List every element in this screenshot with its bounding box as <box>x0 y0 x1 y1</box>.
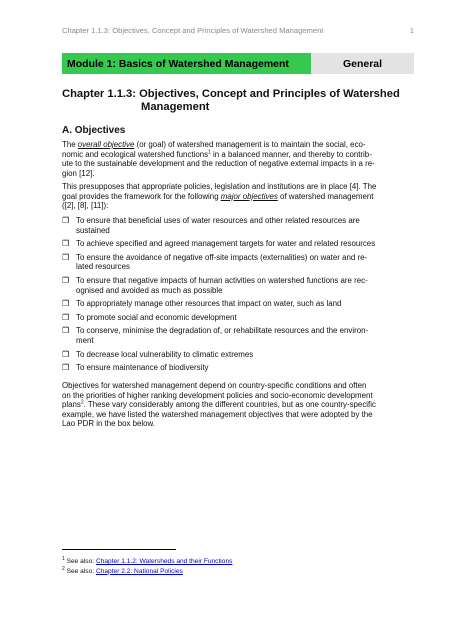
para1-lead: The <box>62 140 78 149</box>
list-item <box>62 313 414 323</box>
list-item <box>62 326 414 345</box>
para3-line3-a: plans <box>62 400 81 410</box>
page-number: 1 <box>409 26 414 35</box>
list-item-line1: To decrease local vulnerability to climatic extremes <box>76 349 254 359</box>
para2-line2 <box>62 192 412 202</box>
footnote-ref-1: 1 <box>208 148 211 155</box>
module-label: Module 1: Basics of Watershed Management <box>62 53 311 74</box>
paragraph-overall-objective <box>62 140 412 178</box>
para2-line2-a: goal provides the framework for the following <box>62 191 221 201</box>
para3-line5: Lao PDR in the box below. <box>62 419 155 429</box>
para1-line1 <box>62 140 412 150</box>
footnote-separator <box>62 549 176 550</box>
list-item-line1: To ensure that negative impacts of human activities on watershed functions are rec- <box>76 275 368 285</box>
para2-line3: ([2], [8], [11]): <box>62 201 109 211</box>
major-objectives-emphasis: major objectives <box>220 191 278 201</box>
para1-line2 <box>62 150 412 160</box>
running-title: Chapter 1.1.3: Objectives, Concept and Principles of Watershed Management <box>62 26 324 35</box>
list-item <box>62 216 414 235</box>
para2-line1: This presupposes that appropriate policies, legislation and institutions are in place [4]. The <box>62 182 377 191</box>
list-item <box>62 299 414 309</box>
para3-line4: example, we have listed the watershed management objectives that were adopted by the <box>62 409 373 419</box>
footnote-link-chapter-1-1-2[interactable]: Chapter 1.1.2: Watersheds and their Functions <box>95 558 233 565</box>
para1-line2-a: nomic and ecological watershed functions <box>62 149 209 159</box>
list-item <box>62 276 414 295</box>
list-item <box>62 350 414 360</box>
footnotes <box>62 557 232 576</box>
para3-line3 <box>62 400 412 410</box>
footnote-number: 2 <box>62 565 65 572</box>
list-item-line1: To ensure that beneficial uses of water resources and other related resources are <box>76 216 360 225</box>
footnote-link-chapter-2-2[interactable]: Chapter 2.2: National Policies <box>95 567 183 575</box>
checkbox-bullet-icon: ❐ <box>62 239 70 249</box>
para3-line1: Objectives for watershed management depend on country-specific conditions and often <box>62 381 367 390</box>
footnote-prefix: See also: <box>64 567 96 575</box>
footnote-number: 1 <box>62 555 65 562</box>
list-item-line2: sustained <box>76 225 110 235</box>
para3-line3-b: . These vary considerably among the different countries, but as one country-specific <box>83 400 376 410</box>
checkbox-bullet-icon: ❐ <box>62 349 70 359</box>
footnote-prefix: See also: <box>64 558 96 565</box>
para3-line2: on the priorities of higher ranking development policies and socio-economic development <box>62 390 373 400</box>
module-bar <box>62 53 414 74</box>
chapter-title <box>62 88 414 114</box>
footnote-1 <box>62 557 232 567</box>
list-item <box>62 363 414 373</box>
category-label: General <box>311 53 414 74</box>
list-item-line1: To ensure maintenance of biodiversity <box>76 363 209 373</box>
list-item-line1: To achieve specified and agreed management targets for water and related resources <box>76 239 376 249</box>
checkbox-bullet-icon: ❐ <box>62 275 70 285</box>
checkbox-bullet-icon: ❐ <box>62 252 70 262</box>
list-item-line1: To promote social and economic development <box>76 312 237 322</box>
list-item-line2: lated resources <box>76 262 130 272</box>
objectives-list <box>62 216 414 377</box>
list-item-line1: To conserve, minimise the degradation of, or rehabilitate resources and the environ- <box>76 326 369 336</box>
para1-line2-b: in a balanced manner, and thereby to contrib- <box>210 149 372 159</box>
checkbox-bullet-icon: ❐ <box>62 312 70 322</box>
paragraph-major-objectives <box>62 182 412 211</box>
list-item <box>62 239 414 249</box>
footnote-ref-2: 2 <box>80 399 84 406</box>
checkbox-bullet-icon: ❐ <box>62 216 70 225</box>
checkbox-bullet-icon: ❐ <box>62 299 70 309</box>
list-item-line2: ognised and avoided as much as possible <box>76 285 223 295</box>
para1-line4: gion [12]. <box>62 168 95 178</box>
section-heading: A. Objectives <box>62 125 126 136</box>
checkbox-bullet-icon: ❐ <box>62 326 70 336</box>
checkbox-bullet-icon: ❐ <box>62 363 70 373</box>
running-header <box>62 26 414 35</box>
list-item-line1: To ensure the avoidance of negative off-site impacts (externalities) on water and re- <box>76 252 368 262</box>
list-item-line2: ment <box>76 335 94 345</box>
paragraph-country-specific <box>62 381 412 429</box>
para1-line1-rest: (or goal) of watershed management is to maintain the social, eco- <box>134 140 366 149</box>
chapter-title-line1: Chapter 1.1.3: Objectives, Concept and Principles of Watershed <box>62 88 400 100</box>
footnote-2 <box>62 567 232 577</box>
list-item-line1: To appropriately manage other resources that impact on water, such as land <box>76 299 342 309</box>
para1-line3: ute to the sustainable development and the reduction of negative external impacts in a re- <box>62 159 375 169</box>
list-item <box>62 253 414 272</box>
para2-line2-b: of watershed management <box>277 191 374 201</box>
chapter-title-line2: Management <box>141 101 210 113</box>
overall-objective-emphasis: overall objective <box>77 140 135 149</box>
